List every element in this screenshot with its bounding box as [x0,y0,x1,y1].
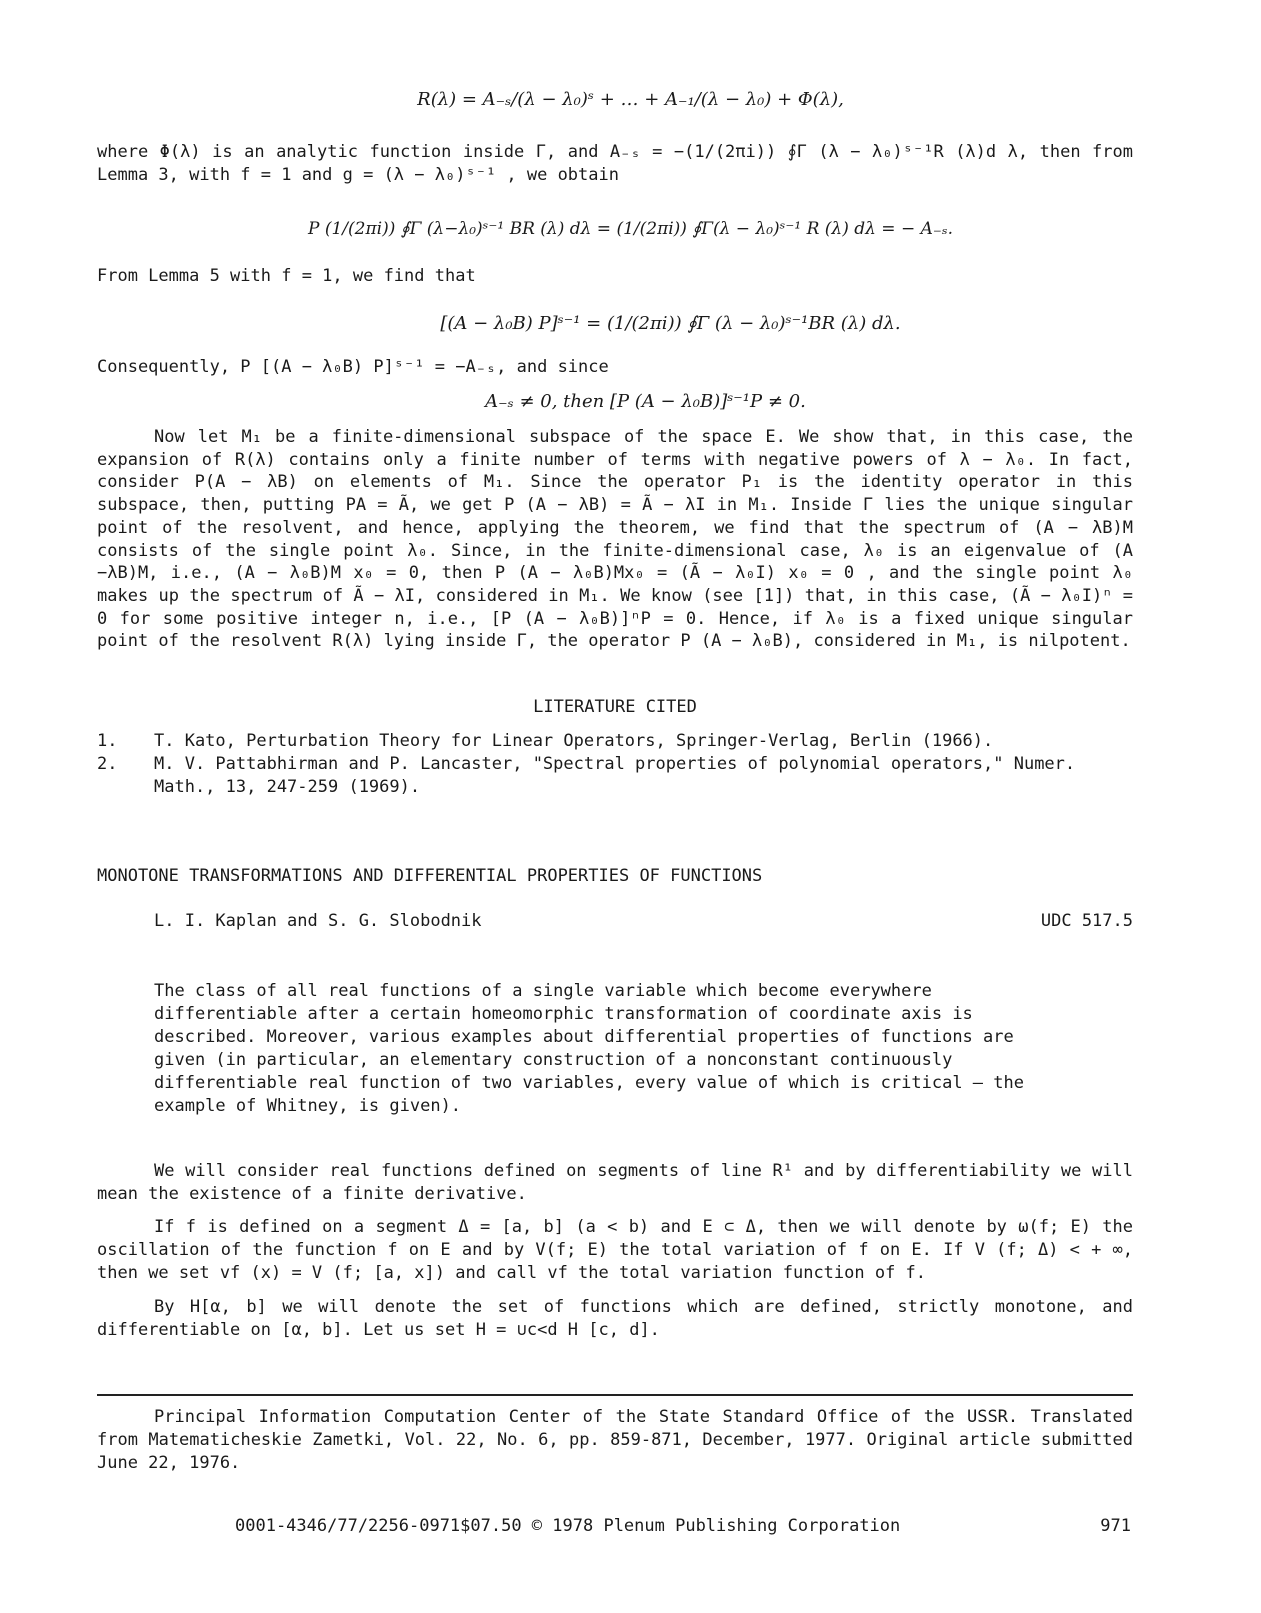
reference-text: T. Kato, Perturbation Theory for Linear Operators, Springer-Verlag, Berlin (1966). [154,731,994,751]
body-paragraph-3: By H[α, b] we will denote the set of functions which are defined, strictly monotone, and differentiable on [α, b]. Let us set H = ∪c<d H [c, d]. [97,1297,1133,1340]
reference-list [97,730,1133,799]
abstract: The class of all real functions of a single variable which become everywhere differentiable after a certain homeomorphic transformation of coordinate axis is described. Moreover, various examples about differential properties of functions are given (in particular, an elementary construction of a nonconstant continuously differentiable real function of two variables, every value of which is critical — the example of Whitney, is given). [154,981,1024,1116]
author-line [97,910,1133,933]
body-paragraph-2: If f is defined on a segment Δ = [a, b] (a < b) and E ⊂ Δ, then we will denote by ω(f; E) the oscillation of the function f on E and by V(f; E) the total variation of f on E. If V (f; Δ) < + ∞, then we set vf (x) = V (f; [a, x]) and call vf the total variation function of f. [97,1217,1133,1283]
equation-nonzero: A₋ₛ ≠ 0, then [P (A − λ₀B)]ˢ⁻¹P ≠ 0. [485,391,806,412]
equation-contour-integral: P (1/(2πi)) ∮Γ (λ−λ₀)ˢ⁻¹ BR (λ) dλ = (1/(2πi)) ∮Γ(λ − λ₀)ˢ⁻¹ R (λ) dλ = − A₋ₛ. [308,219,953,239]
authors: L. I. Kaplan and S. G. Slobodnik [154,911,482,931]
reference-item [97,730,1133,753]
body-paragraph-1: We will consider real functions defined on segments of line R¹ and by differentiability we will mean the existence of a finite derivative. [97,1161,1133,1204]
footnote-divider [97,1394,1133,1396]
paragraph-lemma3: where Φ(λ) is an analytic function inside Γ, and A₋ₛ = −(1/(2πi)) ∮Γ (λ − λ₀)ˢ⁻¹R (λ)d λ, then from Lemma 3, with f = 1 and g = (λ − λ₀)ˢ⁻¹ , we obtain [97,142,1133,185]
paragraph-lemma5: From Lemma 5 with f = 1, we find that [97,266,476,286]
reference-item [97,753,1133,799]
equation-power: [(A − λ₀B) P]ˢ⁻¹ = (1/(2πi)) ∮Γ (λ − λ₀)ˢ⁻¹BR (λ) dλ. [440,313,901,334]
copyright-line: 0001-4346/77/2256-0971$07.50 © 1978 Plenum Publishing Corporation [235,1516,901,1536]
page-number: 971 [1100,1516,1131,1536]
paragraph-finite-dimensional: Now let M₁ be a finite-dimensional subspace of the space E. We show that, in this case, the expansion of R(λ) contains only a finite number of terms with negative powers of λ − λ₀. In fact, consider P(A − λB) on elements of M₁. Since the operator P₁ is the identity operator in this subspace, then, putting PA = Ã, we get P (A − λB) = Ã − λI in M₁. Inside Γ lies the unique singular point of the resolvent, and hence, applying the theorem, we find that the spectrum of (A − λB)M consists of the single point λ₀. Since, in the finite-dimensional case, λ₀ is an eigenvalue of (A −λB)M, i.e., (A − λ₀B)M x₀ = 0, then P (A − λ₀B)Mx₀ = (Ã − λ₀I) x₀ = 0 , and the single point λ₀ makes up the spectrum of Ã − λI, considered in M₁. We know (see [1]) that, in this case, (Ã − λ₀I)ⁿ = 0 for some positive integer n, i.e., [P (A − λ₀B)]ⁿP = 0. Hence, if λ₀ is a fixed unique singular point of the resolvent R(λ) lying inside Γ, the operator P (A − λ₀B), considered in M₁, is nilpotent. [97,427,1133,652]
reference-number: 2. [97,754,118,774]
reference-number: 1. [97,731,118,751]
udc-code: UDC 517.5 [1040,911,1133,931]
reference-text: M. V. Pattabhirman and P. Lancaster, "Spectral properties of polynomial operators," Numer. Math., 13, 247-259 (1969). [154,754,1076,797]
literature-heading: LITERATURE CITED [533,697,697,717]
paragraph-consequently: Consequently, P [(A − λ₀B) P]ˢ⁻¹ = −A₋ₛ, and since [97,357,609,377]
equation-resolvent-expansion: R(λ) = A₋ₛ/(λ − λ₀)ˢ + … + A₋₁/(λ − λ₀) + Φ(λ), [417,89,844,110]
footnote: Principal Information Computation Center of the State Standard Office of the USSR. Translated from Matematicheskie Zametki, Vol. 22, No. 6, pp. 859-871, December, 1977. Original article submitted June 22, 1976. [97,1407,1133,1473]
article-title: MONOTONE TRANSFORMATIONS AND DIFFERENTIAL PROPERTIES OF FUNCTIONS [97,866,763,886]
